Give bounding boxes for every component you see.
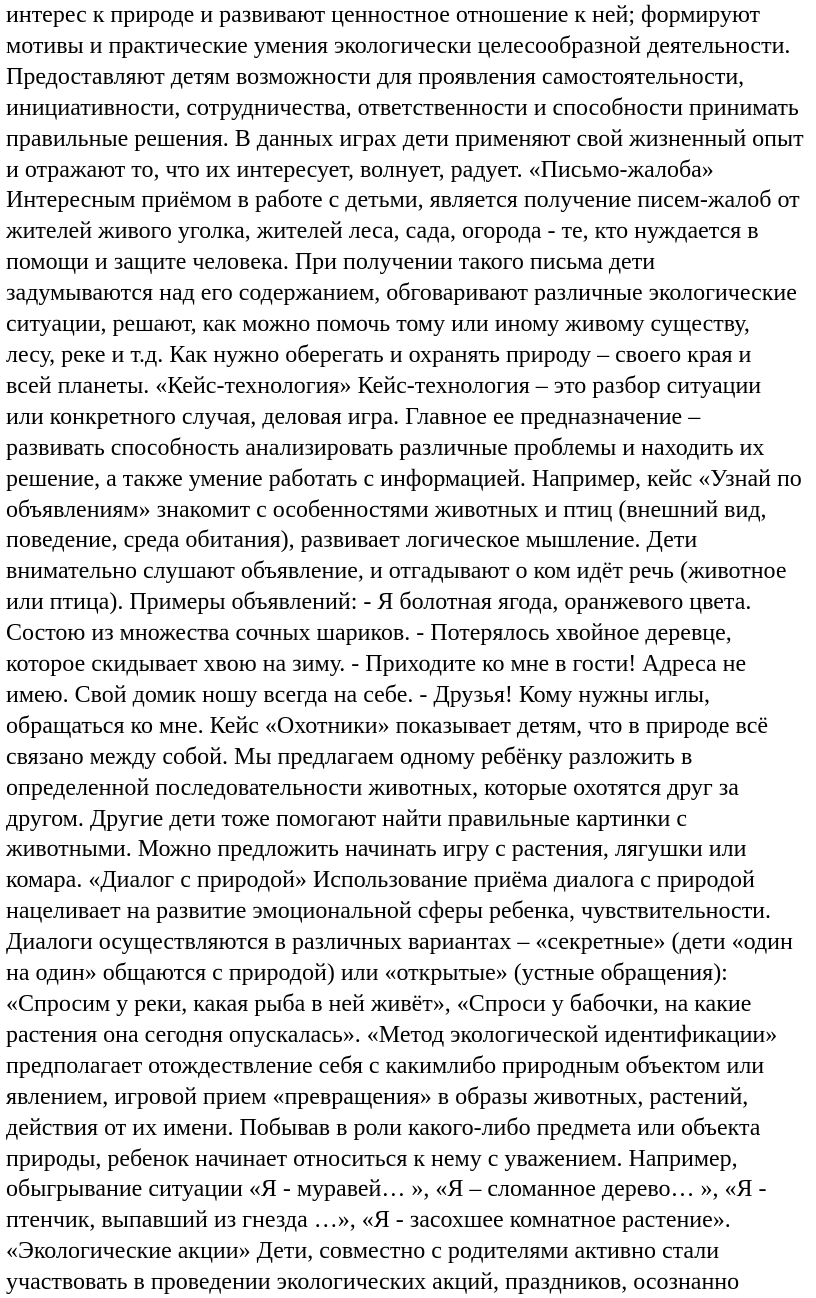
text-line: внимательно слушают объявление, и отгадывают о ком идёт речь (животное	[6, 558, 787, 585]
text-line: нацеливает на развитие эмоциональной сферы ребенка, чувствительности.	[6, 898, 772, 925]
text-line: объявлениям» знакомит с особенностями животных и птиц (внешний вид,	[6, 496, 767, 523]
text-line: птенчик, выпавший из гнезда …», «Я - засохшее комнатное растение».	[6, 1207, 731, 1234]
text-line: «Экологические акции» Дети, совместно с родителями активно стали	[6, 1238, 720, 1265]
text-line: всей планеты. «Кейс-технология» Кейс-технология – это разбор ситуации	[6, 372, 762, 399]
text-line: жителей живого уголка, жителей леса, сада, огорода - те, кто нуждается в	[6, 218, 759, 245]
text-line: определенной последовательности животных, которые охотятся друг за	[6, 774, 739, 801]
text-line: растения она сегодня опускалась». «Метод экологической идентификации»	[6, 1021, 778, 1048]
text-line: на один» общаются с природой) или «открытые» (устные обращения):	[6, 960, 728, 987]
text-line: «Спросим у реки, какая рыба в ней живёт», «Спроси у бабочки, на какие	[6, 991, 752, 1017]
text-line: связано между собой. Мы предлагаем одному ребёнку разложить в	[6, 743, 693, 770]
body-text	[6, 0, 812, 1298]
text-line: поведение, среда обитания), развивает логическое мышление. Дети	[6, 527, 698, 554]
text-line: интерес к природе и развивают ценностное отношение к ней; формируют	[6, 2, 761, 28]
text-line: которое скидывает хвою на зиму. - Приходите ко мне в гости! Адреса не	[6, 651, 747, 678]
text-line: действия от их имени. Побывав в роли какого-либо предмета или объекта	[6, 1114, 761, 1141]
text-line: задумываются над его содержанием, обговаривают различные экологические	[6, 280, 797, 307]
text-line: явлением, игровой прием «превращения» в образы животных, растений,	[6, 1083, 749, 1110]
text-line: комара. «Диалог с природой» Использование приёма диалога с природой	[6, 867, 755, 894]
text-line: развивать способность анализировать различные проблемы и находить их	[6, 434, 765, 461]
text-line: Предоставляют детям возможности для проявления самостоятельности,	[6, 63, 745, 90]
text-line: инициативности, сотрудничества, ответственности и способности принимать	[6, 94, 799, 121]
text-line: помощи и защите человека. При получении такого письма дети	[6, 249, 656, 276]
text-line: имею. Свой домик ношу всегда на себе. - Друзья! Кому нужны иглы,	[6, 681, 711, 708]
text-line: и отражают то, что их интересует, волнует, радует. «Письмо-жалоба»	[6, 156, 714, 183]
text-line: предполагает отождествление себя с какимлибо природным объектом или	[6, 1052, 765, 1079]
text-line: обыгрывание ситуации «Я - муравей… », «Я – сломанное дерево… », «Я -	[6, 1176, 767, 1203]
text-line: участвовать в проведении экологических акций, праздников, осознанно	[6, 1269, 740, 1296]
text-line: Диалоги осуществляются в различных вариантах – «секретные» (дети «один	[6, 929, 793, 956]
text-line: животными. Можно предложить начинать игру с растения, лягушки или	[6, 836, 747, 863]
text-line: ситуации, решают, как можно помочь тому или иному живому существу,	[6, 311, 750, 338]
text-line: Интересным приёмом в работе с детьми, является получение писем-жалоб от	[6, 187, 800, 214]
text-line: решение, а также умение работать с информацией. Например, кейс «Узнай по	[6, 465, 802, 492]
text-line: правильные решения. В данных играх дети применяют свой жизненный опыт	[6, 125, 804, 152]
text-line: или птица). Примеры объявлений: - Я болотная ягода, оранжевого цвета.	[6, 589, 752, 616]
text-line: или конкретного случая, деловая игра. Главное ее предназначение –	[6, 403, 701, 430]
text-line: обращаться ко мне. Кейс «Охотники» показывает детям, что в природе всё	[6, 712, 769, 739]
text-line: мотивы и практические умения экологически целесообразной деятельности.	[6, 32, 791, 59]
text-line: лесу, реке и т.д. Как нужно оберегать и охранять природу – своего края и	[6, 341, 752, 368]
text-line: другом. Другие дети тоже помогают найти правильные картинки с	[6, 805, 687, 832]
text-line: Состою из множества сочных шариков. - Потерялось хвойное деревце,	[6, 620, 732, 647]
text-line: природы, ребенок начинает относиться к нему с уважением. Например,	[6, 1145, 738, 1172]
